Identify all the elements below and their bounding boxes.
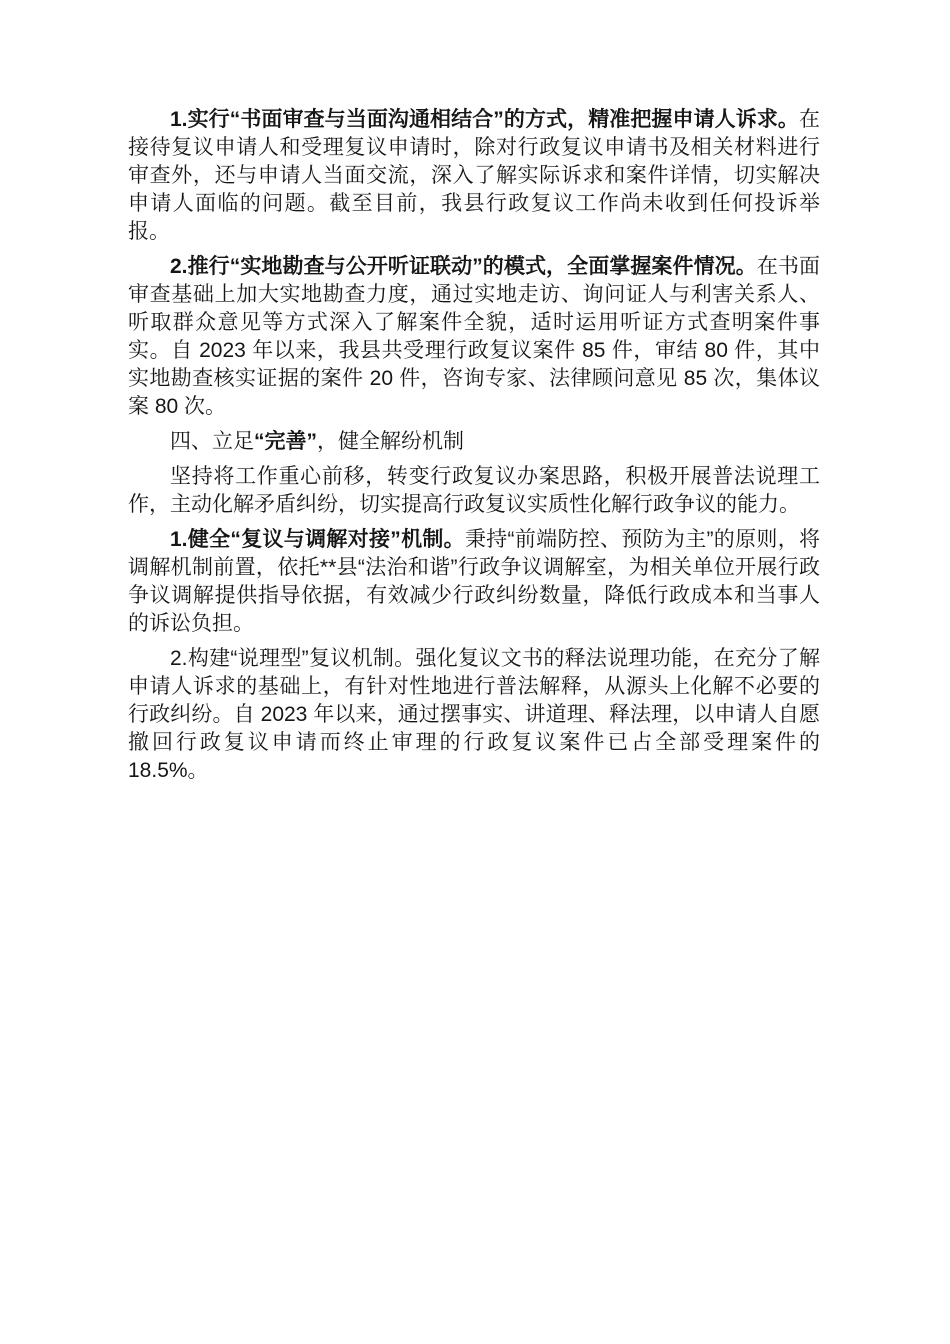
section-heading (128, 428, 820, 456)
paragraph-reasoning-mechanism (128, 645, 820, 785)
paragraph-site-survey (128, 253, 820, 421)
body-text-run: 秉持“前端防控、预防为主”的原则，将调解机制前置，依托**县“法治和谐”行政争议调解室，为相关单位开展行政争议调解提供指导依据，有效减少行政纠纷数量，降低行政成本和当事人的诉讼负担。 (128, 528, 820, 635)
paragraph-mediation-link (128, 526, 820, 638)
heading-text-run: ，健全解纷机制 (317, 430, 464, 453)
body-text-run: 在书面审查基础上加大实地勘查力度，通过实地走访、询问证人与利害关系人、听取群众意见等方式深入了解案件全貌，适时运用听证方式查明案件事实。自 2023 年以来，我县共受理行政复议案件 85 件，审结 80 件，其中实地勘查核实证据的案件 20 件，咨询专家、法律顾问意见 85 次，集体议案 80 次。 (128, 255, 821, 418)
bold-lead-sentence: 1.健全“复议与调解对接”机制。 (170, 528, 465, 551)
bold-lead-sentence: 2.推行“实地勘查与公开听证联动”的模式，全面掌握案件情况。 (170, 255, 757, 278)
paragraph-written-review (128, 106, 820, 246)
body-text-run: 在接待复议申请人和受理复议申请时，除对行政复议申请书及相关材料进行审查外，还与申请人当面交流，深入了解实际诉求和案件详情，切实解决申请人面临的问题。截至目前，我县行政复议工作尚未收到任何投诉举报。 (128, 108, 820, 243)
paragraph-section-intro (128, 463, 820, 519)
bold-lead-sentence: 1.实行“书面审查与当面沟通相结合”的方式，精准把握申请人诉求。 (170, 108, 799, 131)
body-text-run: 坚持将工作重心前移，转变行政复议办案思路，积极开展普法说理工作，主动化解矛盾纠纷，切实提高行政复议实质性化解行政争议的能力。 (128, 465, 820, 516)
body-text-run: 2.构建“说理型”复议机制。强化复议文书的释法说理功能，在充分了解申请人诉求的基础上，有针对性地进行普法解释，从源头上化解不必要的行政纠纷。自 2023 年以来，通过摆事实、讲道理、释法理，以申请人自愿撤回行政复议申请而终止审理的行政复议案件已占全部受理案件的 18.5%。 (128, 647, 820, 782)
heading-bold-quoted-term: “完善” (254, 430, 317, 453)
heading-text-run: 四、立足 (170, 430, 254, 453)
